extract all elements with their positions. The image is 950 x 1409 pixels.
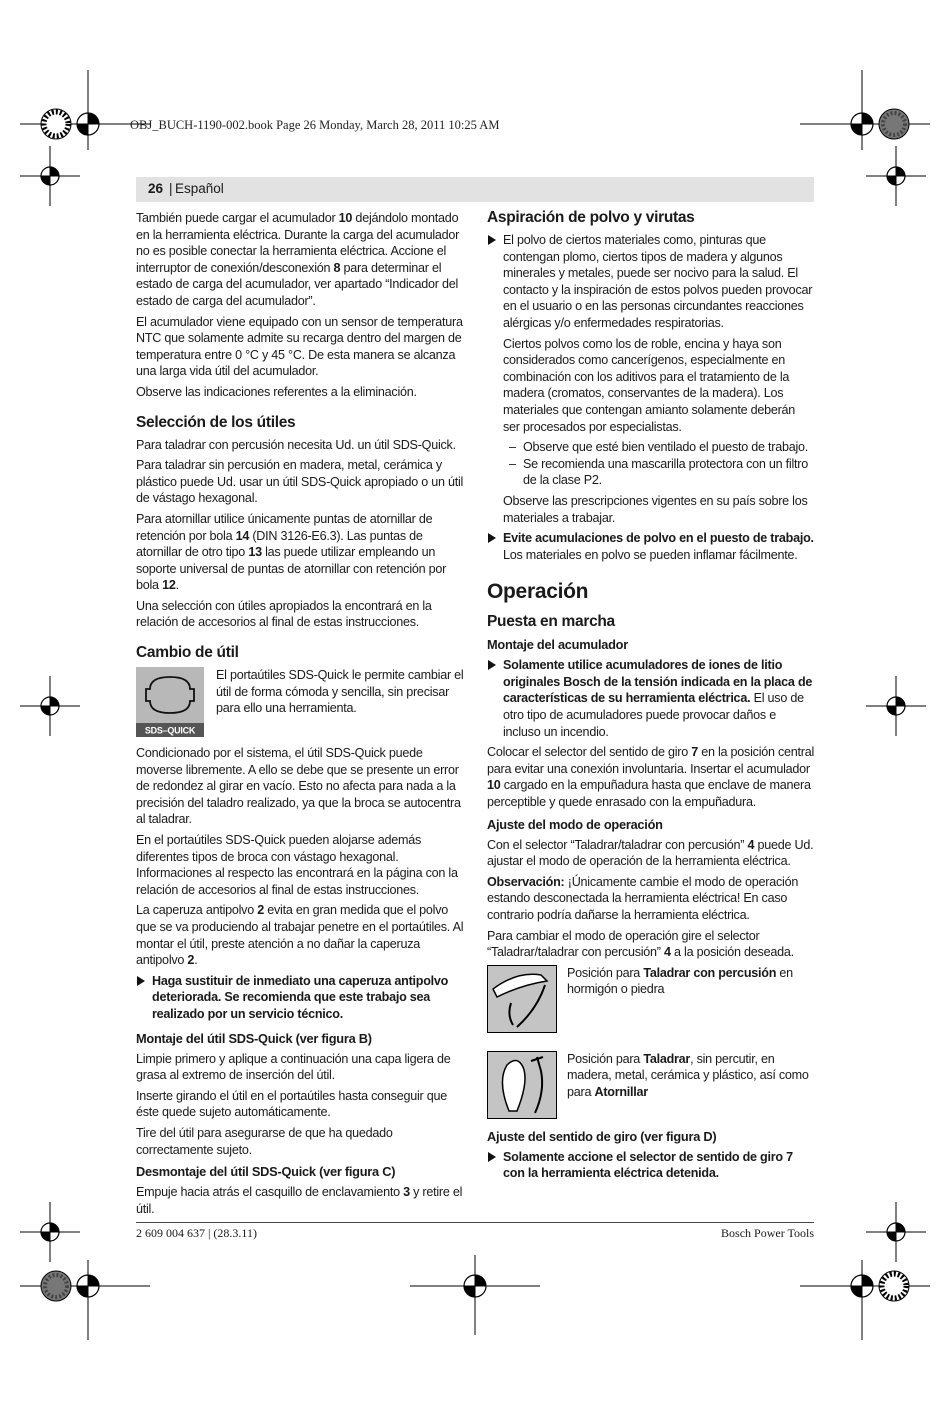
paragraph: Limpie primero y aplique a continuación una capa ligera de grasa al extremo de inserción del útil. xyxy=(136,1051,451,1083)
paragraph: Tire del útil para asegurarse de que ha quedado correctamente sujeto. xyxy=(136,1125,393,1157)
left-column xyxy=(136,210,464,1221)
paragraph: Inserte girando el útil en el portaútiles hasta conseguir que éste quede sujeto automáticamente. xyxy=(136,1088,447,1120)
right-column xyxy=(487,206,815,1186)
page-number: 26 xyxy=(148,181,164,196)
sds-quick-label: SDS–QUICK xyxy=(144,725,196,736)
bullet-text: El polvo de ciertos materiales como, pinturas que contengan plomo, ciertos tipos de madera y algunos minerales y metales, puede ser nocivo para la salud. El contacto y la inspiración de estos polvos pueden provocar en el usuario o en las personas circundantes reacciones alérgicas y/o enfermedades respiratorias. xyxy=(503,233,813,330)
section-heading: Selección de los útiles xyxy=(136,413,296,431)
dash-text: Se recomienda una mascarilla protectora con un filtro de la clase P2. xyxy=(523,456,808,488)
header-separator: | xyxy=(169,181,173,196)
warning-item xyxy=(487,1149,815,1182)
section-heading: Aspiración de polvo y virutas xyxy=(487,209,695,226)
subsection-heading: Montaje del acumulador xyxy=(487,637,628,653)
sds-quick-icon xyxy=(136,667,204,737)
footer-brand: Bosch Power Tools xyxy=(721,1226,814,1240)
paragraph: Para cambiar el modo de operación gire el selector “Taladrar/taladrar con percusión” 4 a la posición deseada. xyxy=(487,928,794,960)
bullet-triangle-icon xyxy=(488,1152,496,1162)
sds-quick-text: El portaútiles SDS-Quick le permite cambiar el útil de forma cómoda y sencilla, sin precisar para ello una herramienta. xyxy=(216,668,464,716)
warning-text: Solamente accione el selector de sentido de giro 7 con la herramienta eléctrica detenida. xyxy=(503,1149,793,1181)
chapter-heading: Operación xyxy=(487,580,589,604)
mode-drill-row xyxy=(487,1051,815,1119)
bullet-triangle-icon xyxy=(488,533,496,543)
paragraph: El acumulador viene equipado con un sensor de temperatura NTC que solamente admite su recarga dentro del margen de temperatura entre 0 °C y 45 °C. De esta manera se alcanza una larga vida útil del acumulador. xyxy=(136,314,463,379)
paragraph: Con el selector “Taladrar/taladrar con percusión” 4 puede Ud. ajustar el modo de operación de la herramienta eléctrica. xyxy=(487,837,814,869)
dash-item: – Se recomienda una mascarilla protectora con un filtro de la clase P2. xyxy=(509,456,808,488)
bullet-triangle-icon xyxy=(488,660,496,670)
mode-hammer-text: Posición para Taladrar con percusión en hormigón o piedra xyxy=(567,965,793,997)
paragraph: Colocar el selector del sentido de giro 7 en la posición central para evitar una conexión involuntaria. Insertar el acumulador 10 cargado en la empuñadura hasta que enclave de manera perceptible y quede enrasado con la empuñadura. xyxy=(487,745,815,810)
drill-mode-icon xyxy=(487,1051,555,1119)
warning-item xyxy=(487,530,815,563)
warning-item xyxy=(136,973,464,1023)
section-heading: Cambio de útil xyxy=(136,644,239,662)
paragraph: Observe las indicaciones referentes a la eliminación. xyxy=(136,384,417,399)
paragraph: Para taladrar sin percusión en madera, metal, cerámica y plástico puede Ud. usar un útil SDS-Quick apropiado o un útil de vástago hexagonal. xyxy=(136,458,464,506)
bullet-triangle-icon xyxy=(137,976,145,986)
subsection-heading: Montaje del útil SDS-Quick (ver figura B) xyxy=(136,1030,372,1046)
warning-item xyxy=(487,657,815,740)
subsection-heading: Desmontaje del útil SDS-Quick (ver figura C) xyxy=(136,1164,396,1180)
warning-bold-text: Evite acumulaciones de polvo en el puesto de trabajo. xyxy=(503,531,814,546)
mode-hammer-row xyxy=(487,965,815,1033)
paragraph: Para taladrar con percusión necesita Ud. un útil SDS-Quick. xyxy=(136,437,456,452)
section-heading: Puesta en marcha xyxy=(487,613,615,631)
paragraph: Empuje hacia atrás el casquillo de enclavamiento 3 y retire el útil. xyxy=(136,1185,463,1216)
book-info-line: OBJ_BUCH-1190-002.book Page 26 Monday, March 28, 2011 10:25 AM xyxy=(130,118,500,132)
warning-text: El uso de otro tipo de acumuladores puede provocar daños e incluso un incendio. xyxy=(503,691,804,739)
bullet-triangle-icon xyxy=(488,235,496,245)
footer-rule xyxy=(136,1222,814,1223)
dash-item: – Observe que esté bien ventilado el puesto de trabajo. xyxy=(509,440,809,455)
header-language: Español xyxy=(175,181,224,196)
dash-text: Observe que esté bien ventilado el puesto de trabajo. xyxy=(523,440,809,455)
hammer-drill-mode-icon xyxy=(487,965,555,1033)
mode-drill-text: Posición para Taladrar, sin percutir, en madera, metal, cerámica y plástico, así como para Atornillar xyxy=(567,1051,809,1099)
paragraph: Observación: ¡Únicamente cambie el modo de operación estando desconectada la herramienta eléctrica! En caso contrario podría dañarse la herramienta eléctrica. xyxy=(487,874,799,922)
subsection-heading: Ajuste del sentido de giro (ver figura D) xyxy=(487,1128,717,1144)
paragraph: Una selección con útiles apropiados la encontrará en la relación de accesorios al final de estas instrucciones. xyxy=(136,598,432,630)
paragraph: Observe las prescripciones vigentes en su país sobre los materiales a trabajar. xyxy=(503,493,808,525)
warning-item xyxy=(487,232,815,332)
warning-text: Haga sustituir de inmediato una caperuza antipolvo deteriorada. Se recomienda que este trabajo sea realizado por un servicio técnico. xyxy=(152,973,449,1021)
subsection-heading: Ajuste del modo de operación xyxy=(487,816,663,832)
warning-text: Los materiales en polvo se pueden inflamar fácilmente. xyxy=(503,547,798,562)
footer-doc-number: 2 609 004 637 | (28.3.11) xyxy=(136,1226,257,1240)
paragraph: Condicionado por el sistema, el útil SDS-Quick puede moverse libremente. A ello se debe que se presente un error de redondez al girar en vacío. Esto no afecta para nada a la precisión del taladro realizado, ya que la broca se autocentra al taladrar. xyxy=(136,746,461,827)
paragraph: Ciertos polvos como los de roble, encina y haya son considerados como cancerígenos, especialmente en combinación con los aditivos para el tratamiento de la madera (cromatos, conservantes de la madera). Los materiales que contengan amianto solamente deberán ser procesados por especialistas. xyxy=(503,336,796,434)
paragraph: También puede cargar el acumulador 10 dejándolo montado en la herramienta eléctrica. Durante la carga del acumulador no es posible conectar la herramienta eléctrica. Accione el interruptor de conexión/desconexión 8 para determinar el estado de carga del acumulador, ver apartado “Indicador del estado de carga del acumulador”. xyxy=(136,211,460,308)
paragraph: En el portaútiles SDS-Quick pueden alojarse además diferentes tipos de broca con vástago hexagonal. Informaciones al respecto las encontrará en la página con la relación de accesorios al final de estas instrucciones. xyxy=(136,833,458,897)
paragraph: La caperuza antipolvo 2 evita en gran medida que el polvo que se va produciendo al trabajar penetre en el portaútiles. Al montar el útil, preste atención a no dañar la caperuza antipolvo 2. xyxy=(136,903,464,968)
paragraph: Para atornillar utilice únicamente puntas de atornillar de retención por bola 14 (DIN 3126-E6.3). Las puntas de atornillar de otro tipo 13 las puede utilizar empleando un soporte universal de puntas de atornillar con retención por bola 12. xyxy=(136,511,447,593)
sds-quick-row xyxy=(136,667,464,737)
warning-bold-text: Solamente utilice acumuladores de iones de litio originales Bosch de la tensión indicada en la placa de características de su herramienta eléctrica. xyxy=(503,658,813,706)
page-header xyxy=(136,177,814,202)
